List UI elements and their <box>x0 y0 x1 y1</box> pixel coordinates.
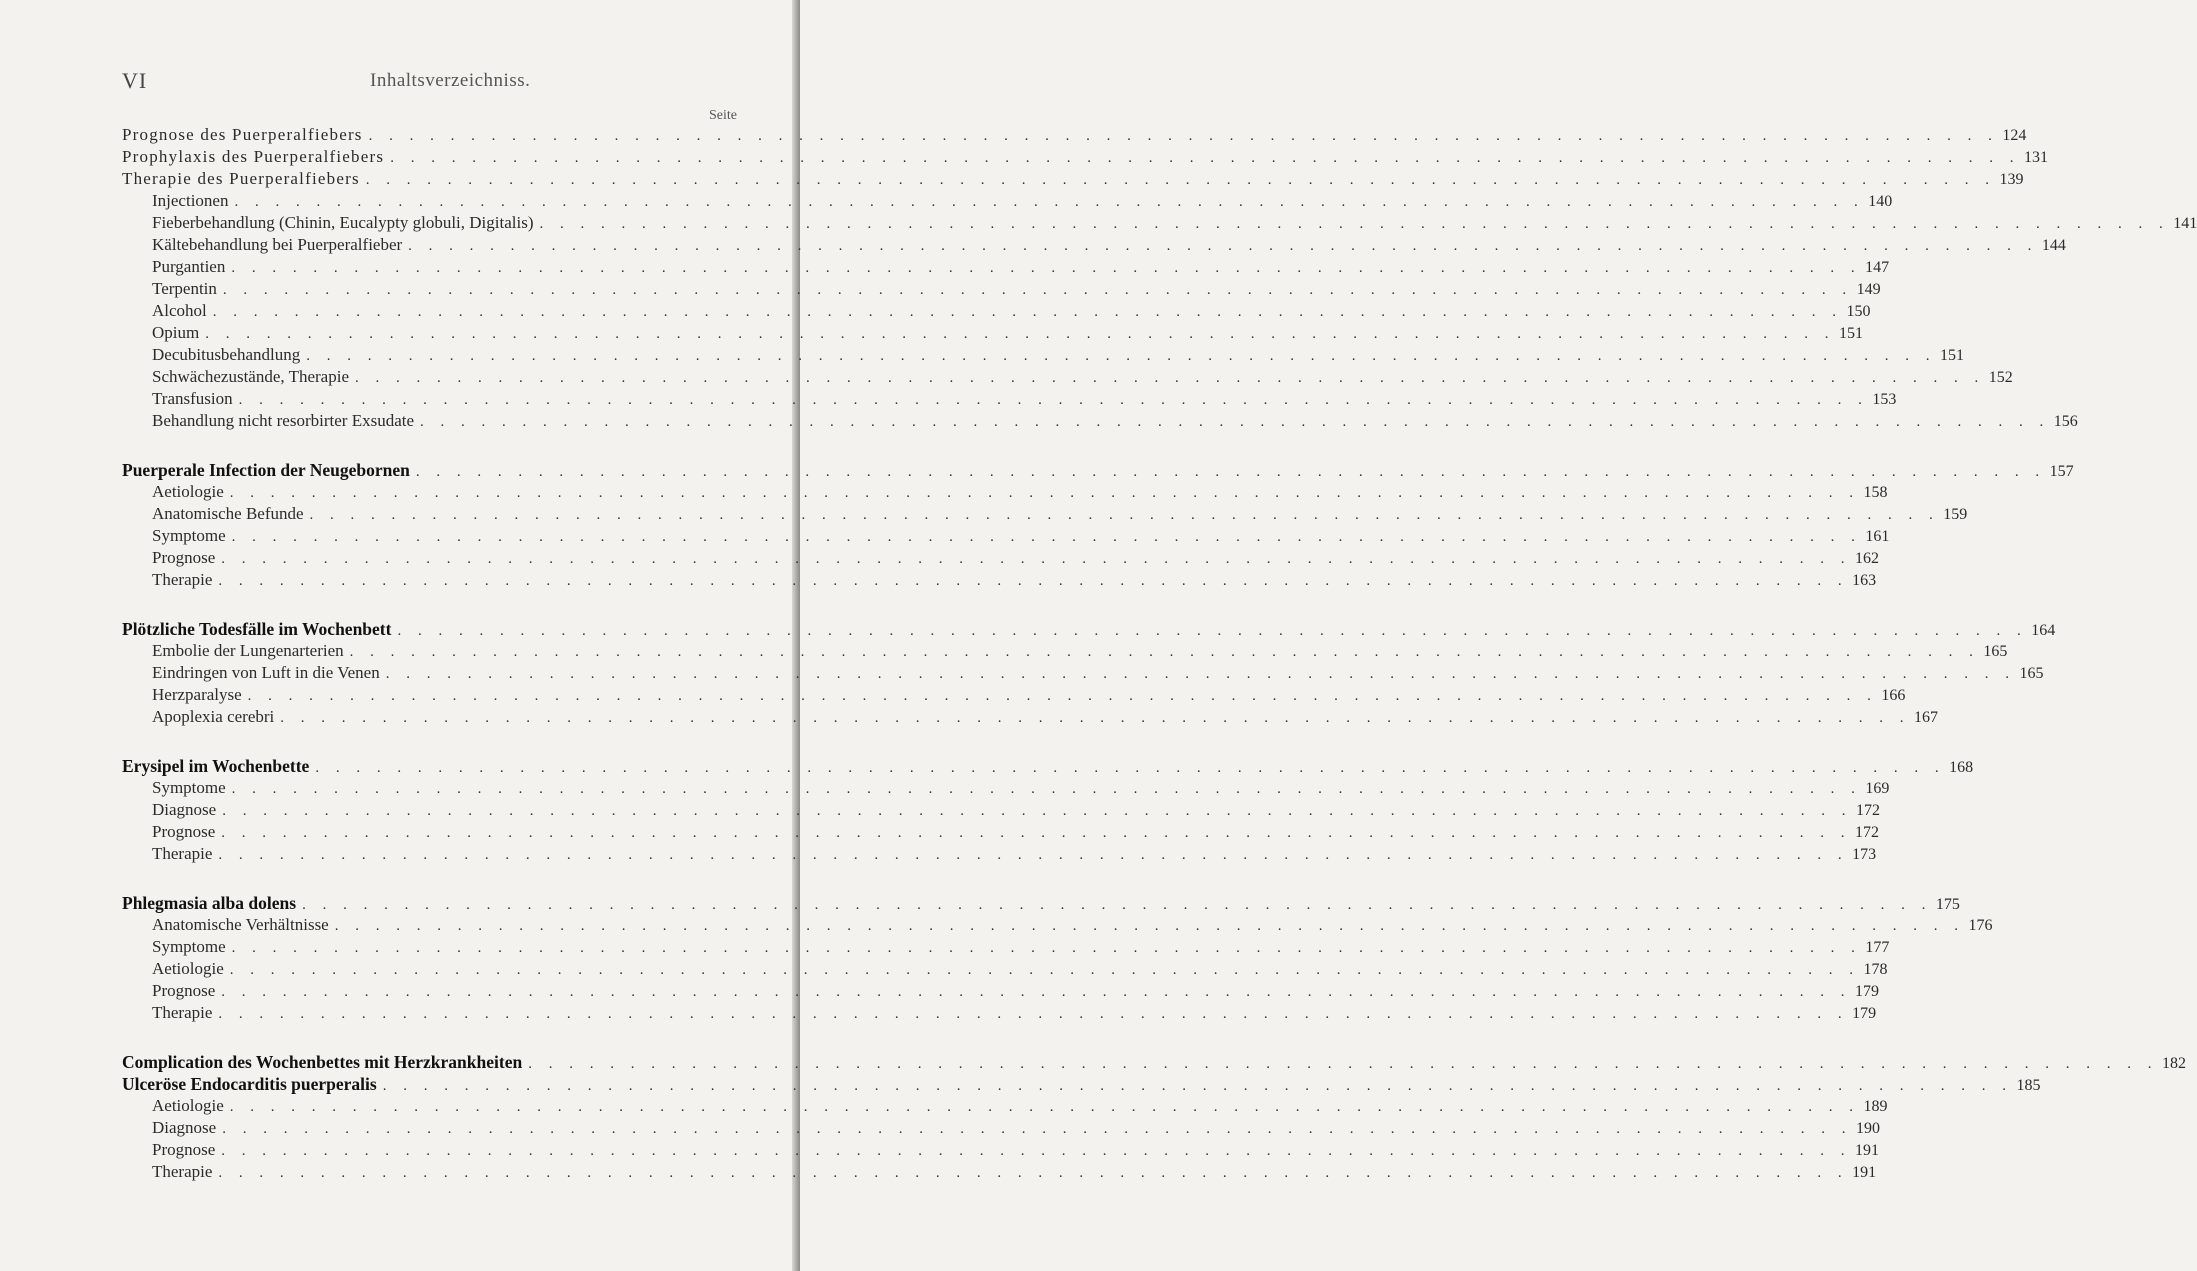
toc-entry-label: Aetiologie <box>152 482 224 501</box>
toc-section-heading <box>122 618 2056 640</box>
dot-leader: . . . . . . . . . . . . . . . . . . . . . . . . . . . . . . . . . . . . . . . . . . . . . . . . . . . . . . . . . . . . . . . . . . . . . . . . . . . . . . . . <box>309 507 1940 523</box>
toc-page-number: 150 <box>1846 303 1871 320</box>
toc-entry-label: Aetiologie <box>152 959 224 978</box>
toc-entry-label: Behandlung nicht resorbirter Exsudate <box>152 411 415 430</box>
dot-leader: . . . . . . . . . . . . . . . . . . . . . . . . . . . . . . . . . . . . . . . . . . . . . . . . . . . . . . . . . . . . . . . . . . . . . . . . . . . . . . . . <box>539 216 2170 232</box>
toc-page-number: 141 <box>2173 215 2197 232</box>
toc-page-number: 189 <box>1863 1098 1888 1115</box>
toc-page-number: 124 <box>2002 127 2027 144</box>
toc-entry-label: Puerperale Infection der Neugebornen <box>122 460 410 480</box>
toc-page-number: 179 <box>1855 983 1880 1000</box>
toc-entry <box>122 706 1938 728</box>
dot-leader: . . . . . . . . . . . . . . . . . . . . . . . . . . . . . . . . . . . . . . . . . . . . . . . . . . . . . . . . . . . . . . . . . . . . . . . . . . . . . . . . <box>229 1099 1860 1115</box>
toc-entry-label: Therapie <box>152 570 213 589</box>
toc-page-number: 178 <box>1863 961 1888 978</box>
toc-entry <box>122 124 2027 146</box>
dot-leader: . . . . . . . . . . . . . . . . . . . . . . . . . . . . . . . . . . . . . . . . . . . . . . . . . . . . . . . . . . . . . . . . . . . . . . . . . . . . . . . . <box>382 1078 2013 1094</box>
toc-entry <box>122 322 1863 344</box>
toc-entry <box>122 410 2078 432</box>
toc-entry-label: Symptome <box>152 937 226 956</box>
toc-entry <box>122 366 2013 388</box>
dot-leader: . . . . . . . . . . . . . . . . . . . . . . . . . . . . . . . . . . . . . . . . . . . . . . . . . . . . . . . . . . . . . . . . . . . . . . . . . . . . . . . . <box>218 1165 1849 1181</box>
toc-entry-label: Plötzliche Todesfälle im Wochenbett <box>122 619 392 639</box>
toc-page-number: 165 <box>2019 665 2044 682</box>
toc-page-number: 182 <box>2161 1055 2186 1072</box>
toc-page-number: 153 <box>1872 391 1897 408</box>
toc-entry <box>122 640 2008 662</box>
toc-section-heading <box>122 892 1960 914</box>
toc-entry <box>122 234 2066 256</box>
toc-entry-label: Fieberbehandlung (Chinin, Eucalypty globuli, Digitalis) <box>152 213 534 232</box>
toc-entry-label: Symptome <box>152 778 226 797</box>
toc-page-number: 191 <box>1855 1142 1880 1159</box>
toc-entry-label: Phlegmasia alba dolens <box>122 893 297 913</box>
toc-page-number: 177 <box>1865 939 1890 956</box>
dot-leader: . . . . . . . . . . . . . . . . . . . . . . . . . . . . . . . . . . . . . . . . . . . . . . . . . . . . . . . . . . . . . . . . . . . . . . . . . . . . . . . . <box>528 1056 2158 1072</box>
toc-entry-label: Symptome <box>152 526 226 545</box>
section-gap <box>122 432 740 459</box>
dot-leader: . . . . . . . . . . . . . . . . . . . . . . . . . . . . . . . . . . . . . . . . . . . . . . . . . . . . . . . . . . . . . . . . . . . . . . . . . . . . . . . . <box>221 1143 1852 1159</box>
toc-page-number: 168 <box>1949 759 1974 776</box>
toc-page-number: 157 <box>2049 463 2074 480</box>
toc-entry <box>122 1002 1877 1024</box>
toc-page-number: 176 <box>1968 917 1993 934</box>
toc-page-number: 162 <box>1855 550 1880 567</box>
toc-entry-label: Prophylaxis des Puerperalfiebers <box>122 147 385 166</box>
dot-leader: . . . . . . . . . . . . . . . . . . . . . . . . . . . . . . . . . . . . . . . . . . . . . . . . . . . . . . . . . . . . . . . . . . . . . . . . . . . . . . . . <box>205 326 1835 342</box>
toc-entry <box>122 936 1890 958</box>
dot-leader: . . . . . . . . . . . . . . . . . . . . . . . . . . . . . . . . . . . . . . . . . . . . . . . . . . . . . . . . . . . . . . . . . . . . . . . . . . . . . . . . <box>408 238 2038 254</box>
dot-leader: . . . . . . . . . . . . . . . . . . . . . . . . . . . . . . . . . . . . . . . . . . . . . . . . . . . . . . . . . . . . . . . . . . . . . . . . . . . . . . . . <box>247 688 1878 704</box>
toc-entry-label: Anatomische Verhältnisse <box>152 915 329 934</box>
dot-leader: . . . . . . . . . . . . . . . . . . . . . . . . . . . . . . . . . . . . . . . . . . . . . . . . . . . . . . . . . . . . . . . . . . . . . . . . . . . . . . . . <box>221 551 1852 567</box>
toc-entry-label: Therapie <box>152 844 213 863</box>
dot-leader: . . . . . . . . . . . . . . . . . . . . . . . . . . . . . . . . . . . . . . . . . . . . . . . . . . . . . . . . . . . . . . . . . . . . . . . . . . . . . . . . <box>415 464 2046 480</box>
toc-entry-label: Kältebehandlung bei Puerperalfieber <box>152 235 403 254</box>
toc-entry-label: Terpentin <box>152 279 217 298</box>
dot-leader: . . . . . . . . . . . . . . . . . . . . . . . . . . . . . . . . . . . . . . . . . . . . . . . . . . . . . . . . . . . . . . . . . . . . . . . . . . . . . . . . <box>368 128 1999 144</box>
toc-page-number: 179 <box>1852 1005 1877 1022</box>
dot-leader: . . . . . . . . . . . . . . . . . . . . . . . . . . . . . . . . . . . . . . . . . . . . . . . . . . . . . . . . . . . . . . . . . . . . . . . . . . . . . . . . <box>390 150 2020 166</box>
dot-leader: . . . . . . . . . . . . . . . . . . . . . . . . . . . . . . . . . . . . . . . . . . . . . . . . . . . . . . . . . . . . . . . . . . . . . . . . . . . . . . . . <box>385 666 2016 682</box>
dot-leader: . . . . . . . . . . . . . . . . . . . . . . . . . . . . . . . . . . . . . . . . . . . . . . . . . . . . . . . . . . . . . . . . . . . . . . . . . . . . . . . . <box>212 304 1843 320</box>
toc-entry-label: Opium <box>152 323 200 342</box>
toc-entry-label: Erysipel im Wochenbette <box>122 756 310 776</box>
seite-label: Seite <box>709 108 737 123</box>
toc-entry-label: Herzparalyse <box>152 685 242 704</box>
toc-entry <box>122 799 1880 821</box>
toc-page-number: 164 <box>2031 622 2056 639</box>
toc-entry-label: Prognose <box>152 548 216 567</box>
dot-leader: . . . . . . . . . . . . . . . . . . . . . . . . . . . . . . . . . . . . . . . . . . . . . . . . . . . . . . . . . . . . . . . . . . . . . . . . . . . . . . . . <box>221 984 1852 1000</box>
toc-entry-label: Injectionen <box>152 191 229 210</box>
toc-entry <box>122 146 2048 168</box>
toc-page-number: 156 <box>2053 413 2078 430</box>
dot-leader: . . . . . . . . . . . . . . . . . . . . . . . . . . . . . . . . . . . . . . . . . . . . . . . . . . . . . . . . . . . . . . . . . . . . . . . . . . . . . . . . <box>238 392 1869 408</box>
toc-entry <box>122 843 1877 865</box>
toc-page-number: 175 <box>1935 896 1960 913</box>
toc-page-number: 166 <box>1881 687 1906 704</box>
toc-entry <box>122 190 1893 212</box>
dot-leader: . . . . . . . . . . . . . . . . . . . . . . . . . . . . . . . . . . . . . . . . . . . . . . . . . . . . . . . . . . . . . . . . . . . . . . . . . . . . . . . . <box>231 940 1862 956</box>
toc-entry-label: Prognose <box>152 822 216 841</box>
toc-entry <box>122 569 1877 591</box>
toc-entry-label: Therapie des Puerperalfiebers <box>122 169 360 188</box>
dot-leader: . . . . . . . . . . . . . . . . . . . . . . . . . . . . . . . . . . . . . . . . . . . . . . . . . . . . . . . . . . . . . . . . . . . . . . . . . . . . . . . . <box>355 370 1985 386</box>
toc-entry-label: Anatomische Befunde <box>152 504 304 523</box>
toc-section-heading <box>122 755 1974 777</box>
section-gap <box>122 728 740 755</box>
toc-entry <box>122 481 1888 503</box>
toc-entry-label: Purgantien <box>152 257 226 276</box>
toc-entry-label: Prognose <box>152 1140 216 1159</box>
toc-page-number: 151 <box>1940 347 1964 364</box>
dot-leader: . . . . . . . . . . . . . . . . . . . . . . . . . . . . . . . . . . . . . . . . . . . . . . . . . . . . . . . . . . . . . . . . . . . . . . . . . . . . . . . . <box>397 623 2028 639</box>
toc-entry-label: Diagnose <box>152 800 217 819</box>
dot-leader: . . . . . . . . . . . . . . . . . . . . . . . . . . . . . . . . . . . . . . . . . . . . . . . . . . . . . . . . . . . . . . . . . . . . . . . . . . . . . . . . <box>218 1006 1849 1022</box>
dot-leader: . . . . . . . . . . . . . . . . . . . . . . . . . . . . . . . . . . . . . . . . . . . . . . . . . . . . . . . . . . . . . . . . . . . . . . . . . . . . . . . . <box>218 847 1849 863</box>
toc-entry-label: Eindringen von Luft in die Venen <box>152 663 380 682</box>
toc-entry <box>122 388 1897 410</box>
dot-leader: . . . . . . . . . . . . . . . . . . . . . . . . . . . . . . . . . . . . . . . . . . . . . . . . . . . . . . . . . . . . . . . . . . . . . . . . . . . . . . . . <box>218 573 1849 589</box>
toc-page-number: 158 <box>1863 484 1888 501</box>
toc-page-number: 147 <box>1865 259 1890 276</box>
toc-page-number: 161 <box>1865 528 1890 545</box>
toc-entry <box>122 256 1890 278</box>
toc-entry <box>122 525 1890 547</box>
toc-entry <box>122 300 1871 322</box>
toc-entry <box>122 1117 1880 1139</box>
toc-page-number: 190 <box>1855 1120 1880 1137</box>
toc-page-number: 172 <box>1855 802 1880 819</box>
toc-section-heading <box>122 1073 2041 1095</box>
page-header <box>122 68 722 98</box>
dot-leader: . . . . . . . . . . . . . . . . . . . . . . . . . . . . . . . . . . . . . . . . . . . . . . . . . . . . . . . . . . . . . . . . . . . . . . . . . . . . . . . . <box>234 194 1865 210</box>
toc-entry-label: Therapie <box>152 1003 213 1022</box>
toc-entry <box>122 278 1881 300</box>
toc-page-number: 144 <box>2041 237 2066 254</box>
toc-entry <box>122 980 1880 1002</box>
toc-entry-label: Decubitusbehandlung <box>152 345 301 364</box>
page-title: Inhaltsverzeichniss. <box>370 70 531 91</box>
toc-page-number: 167 <box>1914 709 1938 726</box>
toc-page-number: 151 <box>1838 325 1863 342</box>
toc-entry-label: Apoplexia cerebri <box>152 707 275 726</box>
toc-page-number: 139 <box>1999 171 2024 188</box>
toc-entry-label: Prognose des Puerperalfiebers <box>122 125 363 144</box>
toc-page-number: 140 <box>1868 193 1893 210</box>
toc-entry <box>122 684 1906 706</box>
dot-leader: . . . . . . . . . . . . . . . . . . . . . . . . . . . . . . . . . . . . . . . . . . . . . . . . . . . . . . . . . . . . . . . . . . . . . . . . . . . . . . . . <box>231 529 1862 545</box>
dot-leader: . . . . . . . . . . . . . . . . . . . . . . . . . . . . . . . . . . . . . . . . . . . . . . . . . . . . . . . . . . . . . . . . . . . . . . . . . . . . . . . . <box>221 825 1852 841</box>
toc-page-number: 159 <box>1943 506 1968 523</box>
toc-entry-label: Prognose <box>152 981 216 1000</box>
toc-entry <box>122 168 2024 190</box>
dot-leader: . . . . . . . . . . . . . . . . . . . . . . . . . . . . . . . . . . . . . . . . . . . . . . . . . . . . . . . . . . . . . . . . . . . . . . . . . . . . . . . . <box>306 348 1936 364</box>
toc-entry <box>122 344 1964 366</box>
page-number: VI <box>122 68 148 93</box>
dot-leader: . . . . . . . . . . . . . . . . . . . . . . . . . . . . . . . . . . . . . . . . . . . . . . . . . . . . . . . . . . . . . . . . . . . . . . . . . . . . . . . . <box>222 1121 1852 1137</box>
toc-entry-label: Complication des Wochenbettes mit Herzkrankheiten <box>122 1052 523 1072</box>
toc-page-number: 173 <box>1852 846 1877 863</box>
toc-page-number: 169 <box>1865 780 1890 797</box>
toc-entry <box>122 914 1993 936</box>
toc-page-number: 185 <box>2016 1077 2041 1094</box>
dot-leader: . . . . . . . . . . . . . . . . . . . . . . . . . . . . . . . . . . . . . . . . . . . . . . . . . . . . . . . . . . . . . . . . . . . . . . . . . . . . . . . . <box>334 918 1965 934</box>
toc-entry-label: Therapie <box>152 1162 213 1181</box>
toc-entry <box>122 777 1890 799</box>
toc-entry-label: Diagnose <box>152 1118 217 1137</box>
toc-entry-label: Alcohol <box>152 301 207 320</box>
toc-entry-label: Ulceröse Endocarditis puerperalis <box>122 1074 377 1094</box>
toc-entry <box>122 821 1880 843</box>
section-gap <box>122 1024 740 1051</box>
toc-entry <box>122 1095 1888 1117</box>
dot-leader: . . . . . . . . . . . . . . . . . . . . . . . . . . . . . . . . . . . . . . . . . . . . . . . . . . . . . . . . . . . . . . . . . . . . . . . . . . . . . . . . <box>231 781 1862 797</box>
toc-entry <box>122 1161 1877 1183</box>
toc-page-number: 152 <box>1988 369 2013 386</box>
toc-page-number: 172 <box>1855 824 1880 841</box>
dot-leader: . . . . . . . . . . . . . . . . . . . . . . . . . . . . . . . . . . . . . . . . . . . . . . . . . . . . . . . . . . . . . . . . . . . . . . . . . . . . . . . . <box>420 414 2050 430</box>
section-gap <box>122 865 740 892</box>
dot-leader: . . . . . . . . . . . . . . . . . . . . . . . . . . . . . . . . . . . . . . . . . . . . . . . . . . . . . . . . . . . . . . . . . . . . . . . . . . . . . . . . <box>365 172 1996 188</box>
toc-entry <box>122 1139 1880 1161</box>
dot-leader: . . . . . . . . . . . . . . . . . . . . . . . . . . . . . . . . . . . . . . . . . . . . . . . . . . . . . . . . . . . . . . . . . . . . . . . . . . . . . . . . <box>280 710 1910 726</box>
toc-page-number: 149 <box>1856 281 1881 298</box>
dot-leader: . . . . . . . . . . . . . . . . . . . . . . . . . . . . . . . . . . . . . . . . . . . . . . . . . . . . . . . . . . . . . . . . . . . . . . . . . . . . . . . . <box>315 760 1946 776</box>
toc-entry <box>122 212 2197 234</box>
dot-leader: . . . . . . . . . . . . . . . . . . . . . . . . . . . . . . . . . . . . . . . . . . . . . . . . . . . . . . . . . . . . . . . . . . . . . . . . . . . . . . . . <box>229 485 1860 501</box>
dot-leader: . . . . . . . . . . . . . . . . . . . . . . . . . . . . . . . . . . . . . . . . . . . . . . . . . . . . . . . . . . . . . . . . . . . . . . . . . . . . . . . . <box>231 260 1862 276</box>
dot-leader: . . . . . . . . . . . . . . . . . . . . . . . . . . . . . . . . . . . . . . . . . . . . . . . . . . . . . . . . . . . . . . . . . . . . . . . . . . . . . . . . <box>222 282 1853 298</box>
dot-leader: . . . . . . . . . . . . . . . . . . . . . . . . . . . . . . . . . . . . . . . . . . . . . . . . . . . . . . . . . . . . . . . . . . . . . . . . . . . . . . . . <box>302 897 1932 913</box>
toc-page-number: 163 <box>1852 572 1877 589</box>
toc-entry-label: Transfusion <box>152 389 233 408</box>
dot-leader: . . . . . . . . . . . . . . . . . . . . . . . . . . . . . . . . . . . . . . . . . . . . . . . . . . . . . . . . . . . . . . . . . . . . . . . . . . . . . . . . <box>349 644 1980 660</box>
toc-entry-label: Embolie der Lungenarterien <box>152 641 344 660</box>
toc-page-number: 165 <box>1983 643 2008 660</box>
section-gap <box>122 591 740 618</box>
toc-section-heading <box>122 459 2074 481</box>
toc-entry <box>122 503 1968 525</box>
toc-page-number: 191 <box>1852 1164 1877 1181</box>
toc-page-number: 131 <box>2023 149 2048 166</box>
toc-entry-label: Aetiologie <box>152 1096 224 1115</box>
toc-entry <box>122 958 1888 980</box>
toc-entry <box>122 547 1880 569</box>
toc-section-heading <box>122 1051 2186 1073</box>
dot-leader: . . . . . . . . . . . . . . . . . . . . . . . . . . . . . . . . . . . . . . . . . . . . . . . . . . . . . . . . . . . . . . . . . . . . . . . . . . . . . . . . <box>222 803 1852 819</box>
dot-leader: . . . . . . . . . . . . . . . . . . . . . . . . . . . . . . . . . . . . . . . . . . . . . . . . . . . . . . . . . . . . . . . . . . . . . . . . . . . . . . . . <box>229 962 1860 978</box>
table-of-contents <box>122 124 2197 1183</box>
toc-entry-label: Schwächezustände, Therapie <box>152 367 349 386</box>
toc-entry <box>122 662 2044 684</box>
